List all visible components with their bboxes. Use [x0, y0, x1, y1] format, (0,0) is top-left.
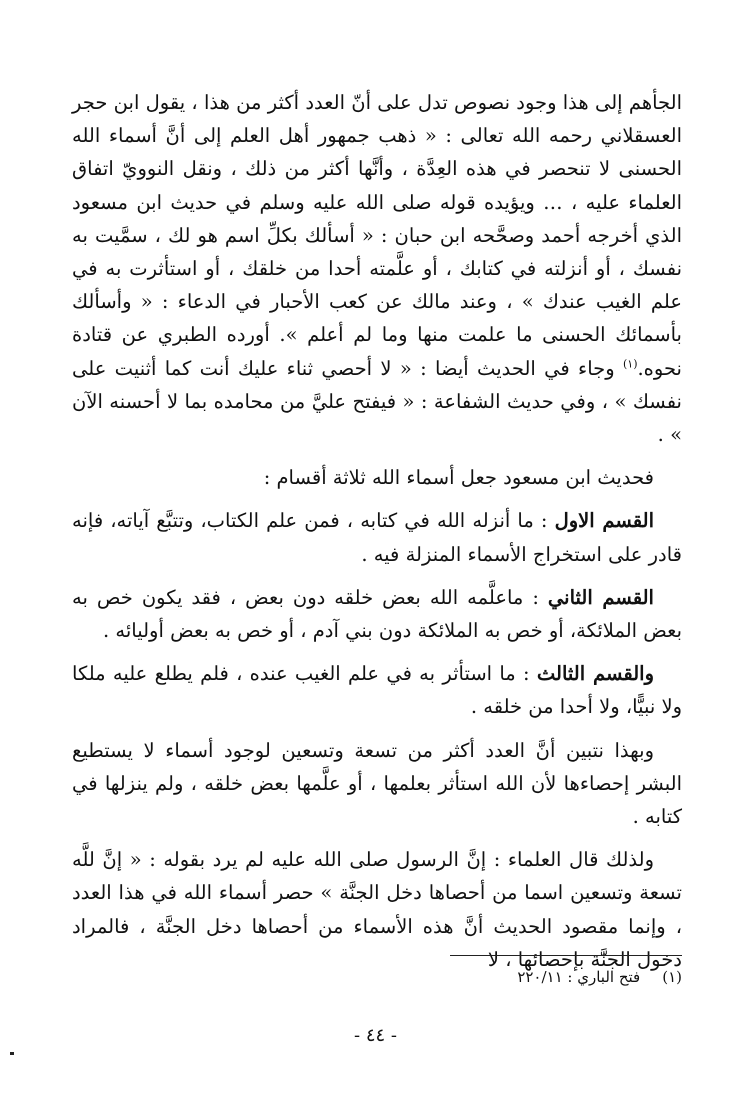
section-third [72, 657, 682, 723]
paragraph-conclusion: وبهذا نتبين أنَّ العدد أكثر من تسعة وتسعين لوجود أسماء لا يستطيع البشر إحصاءها لأن الله استأثر بعلمها ، أو علَّمها بعض خلقه ، ولم ينزلها في كتابه . [72, 738, 682, 829]
section-third-text: : ما استأثر به في علم الغيب عنده ، فلم يطلع عليه ملكا ولا نبيًّا، ولا أحدا من خلقه . [72, 662, 682, 719]
footnote-text: فتح الباري : ٢٢٠/١١ [517, 968, 641, 986]
section-first-label: القسم الاول [554, 509, 654, 533]
page-number: - ٤٤ - [354, 1025, 397, 1046]
paragraph-intro [72, 86, 682, 451]
footnote-number: (١) [662, 968, 682, 986]
section-third-label: والقسم الثالث [536, 662, 655, 686]
footnote [430, 968, 682, 986]
footnote-divider [450, 955, 682, 956]
footnote-ref[interactable]: (١) [622, 357, 638, 371]
section-second-label: القسم الثاني [547, 585, 654, 609]
section-second [72, 581, 682, 647]
paragraph-intro-tail: وجاء في الحديث أيضا : « لا أحصي ثناء عليك أنت كما أثنيت على نفسك » ، وفي حديث الشفاعة : « فيفتح عليَّ من محامده بما لا أحسنه الآن » . [72, 356, 682, 447]
paragraph-divisions: فحديث ابن مسعود جعل أسماء الله ثلاثة أقسام : [263, 466, 654, 490]
section-first-text: : ما أنزله الله في كتابه ، فمن علم الكتاب، وتتبَّع آياته، فإنه قادر على استخراج الأسماء المنزلة فيه . [72, 509, 682, 566]
section-first [72, 504, 682, 570]
paragraph-scholars: ولذلك قال العلماء : إنَّ الرسول صلى الله عليه لم يرد بقوله : « إنَّ للَّه تسعة وتسعين اسما من أحصاها دخل الجنَّة » حصر أسماء الله في هذا العدد ، وإنما مقصود الحديث أنَّ هذه الأسماء من أحصاها دخل الجنَّة ، فالمراد دخول الجنَّة بإحصائها ، لا [72, 848, 682, 971]
scan-mark [10, 1052, 14, 1055]
paragraph-intro-text: الجأهم إلى هذا وجود نصوص تدل على أنّ العدد أكثر من هذا ، يقول ابن حجر العسقلاني رحمه الله تعالى : « ذهب جمهور أهل العلم إلى أنَّ أسماء الله الحسنى لا تنحصر في هذه العِدَّة ، وأنَّها أكثر من ذلك ، ونقل النوويّ اتفاق العلماء عليه ، … ويؤيده قوله صلى الله عليه وسلم في حديث ابن مسعود الذي أخرجه أحمد وصحَّحه ابن حبان : « أسألك بكلِّ اسم هو لك ، سمَّيت به نفسك ، أو أنزلته في كتابك ، أو علَّمته أحدا من خلقك ، أو استأثرت به في علم الغيب عندك » ، وعند مالك عن كعب الأحبار في الدعاء : « وأسألك بأسمائك الحسنى ما علمت منها وما لم أعلم ». أورده الطبري عن قتادة نحوه. [72, 91, 682, 380]
page-body [72, 86, 682, 976]
section-second-text: : ماعلَّمه الله بعض خلقه دون بعض ، فقد يكون خص به بعض الملائكة، أو خص به الملائكة دون بني آدم ، أو خص به بعض أوليائه . [72, 585, 682, 643]
